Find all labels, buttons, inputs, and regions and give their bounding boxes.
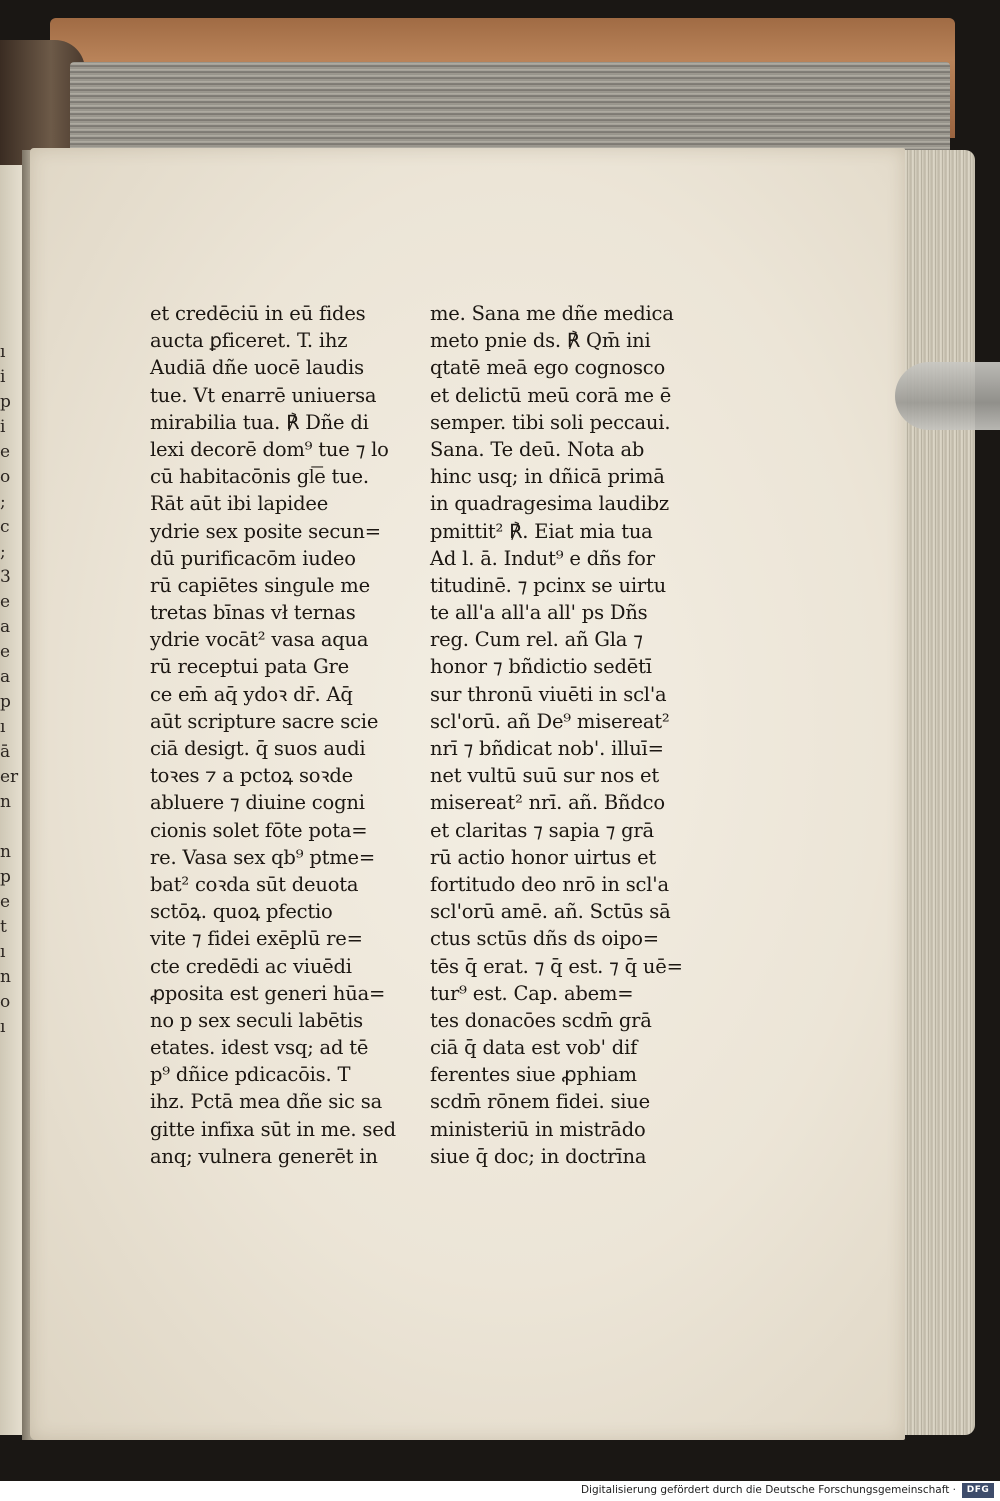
funding-notice: Digitalisierung gefördert durch die Deutsche Forschungsgemeinschaft · xyxy=(580,1484,956,1496)
bookmark-tab xyxy=(895,362,1000,430)
right-column-line: reg. Cum rel. añ Gla ⁊ xyxy=(430,628,643,652)
left-column-line: rū capiētes singule me xyxy=(150,573,370,597)
right-column-line: scl'orū amē. añ. Sctūs sā xyxy=(430,900,671,924)
left-column-line: aucta ꝑficeret. T. ihz xyxy=(150,329,348,353)
right-column-line: me. Sana me dñe medica xyxy=(430,302,674,325)
right-column-line: tur⁹ est. Cap. abem= xyxy=(430,981,634,1005)
left-column-line: no p sex seculi labētis xyxy=(150,1008,363,1032)
right-column-line: titudinē. ⁊ pcinx se uirtu xyxy=(430,573,667,597)
left-column-line: bat² coꝛda sūt deuota xyxy=(150,872,359,896)
text-column-right xyxy=(430,300,683,1170)
right-column-line: misereat² nrī. añ. Bñdco xyxy=(430,791,665,815)
left-column-line: ꝓposita est generi hūa= xyxy=(150,981,386,1005)
left-column-line: etates. idest vsq; ad tē xyxy=(150,1036,369,1060)
left-column-line: anq; vulnera generēt in xyxy=(150,1144,378,1168)
right-column-line: in quadragesima laudibz xyxy=(430,492,669,516)
text-column-left xyxy=(150,300,400,1170)
left-column-line: tue. Vt enarrē uniuersa xyxy=(150,383,377,407)
right-column-line: ferentes siue ꝓphiam xyxy=(430,1063,637,1087)
right-column-line: rū actio honor uirtus et xyxy=(430,845,657,869)
right-column-line: meto pnie ds. ℟ Qm̄ ini xyxy=(430,329,651,353)
right-column-line: honor ⁊ bñdictio sedētī xyxy=(430,655,652,679)
left-column-line: sctōꝝ. quoꝝ pfectio xyxy=(150,900,333,924)
right-column-line: sur thronū viuēti in scl'a xyxy=(430,682,667,706)
left-column-line: aūt scripture sacre scie xyxy=(150,709,379,733)
left-column-line: rū receptui pata Gre xyxy=(150,655,349,679)
left-column-line: ydrie sex posite secun= xyxy=(150,519,381,543)
right-column-line: tes donacōes scdm̄ grā xyxy=(430,1008,652,1032)
left-column-line: ihz. Pctā mea dñe sic sa xyxy=(150,1090,382,1114)
left-column-line: mirabilia tua. ℟ Dñe di xyxy=(150,410,369,434)
dfg-logo: DFG xyxy=(962,1483,994,1498)
left-column-line: re. Vasa sex qb⁹ ptme= xyxy=(150,845,376,869)
right-column-line: net vultū suū sur nos et xyxy=(430,764,660,788)
right-column-line: fortitudo deo nrō in scl'a xyxy=(430,872,669,896)
right-column-line: et claritas ⁊ sapia ⁊ grā xyxy=(430,818,654,842)
left-column-line: lexi decorē dom⁹ tue ⁊ lo xyxy=(150,437,389,461)
right-column-line: ctus sctūs dñs ds oipo= xyxy=(430,927,659,951)
right-column-line: tēs q̄ erat. ⁊ q̄ est. ⁊ q̄ uē= xyxy=(430,954,683,978)
right-column-line: scl'orū. añ De⁹ misereat² xyxy=(430,709,670,733)
left-column-line: ce em̄ aq̄ ydoꝛ dr̄. Aq̄ xyxy=(150,682,353,706)
left-column-line: Audiā dñe uocē laudis xyxy=(150,356,364,380)
right-column-line: Ad l. ā. Indut⁹ e dñs for xyxy=(430,546,655,570)
right-column-line: scdm̄ rōnem fidei. siue xyxy=(430,1090,651,1114)
page-block-top-edge xyxy=(70,62,950,157)
right-column-line: hinc usq; in dñicā primā xyxy=(430,465,665,489)
facing-page-margin-text: ı i p i e o ; c ; 3 e a e a p ı ā er n n p e t ı n o ı xyxy=(0,342,19,1037)
left-column-line: cte credēdi ac viuēdi xyxy=(150,954,352,978)
left-column-line: cionis solet fōte pota= xyxy=(150,818,368,842)
right-column-line: ciā q̄ data est vob' dif xyxy=(430,1036,638,1060)
left-column-line: gitte infixa sūt in me. sed xyxy=(150,1117,396,1141)
left-column-line: Rāt aūt ibi lapidee xyxy=(150,492,329,516)
left-column-line: et credēciū in eū fides xyxy=(150,302,366,325)
left-column-line: dū purificacōm iudeo xyxy=(150,546,356,570)
left-column-line: abluere ⁊ diuine cogni xyxy=(150,791,365,815)
left-column-line: toꝛes ⁊ a pctoꝝ soꝛde xyxy=(150,764,354,788)
left-column-line: cū habitacōnis gl͞e tue. xyxy=(150,465,369,489)
left-column-line: ydrie vocāt² vasa aqua xyxy=(150,628,369,652)
right-column-line: ministeriū in mistrādo xyxy=(430,1117,646,1141)
right-column-line: qtatē meā ego cognosco xyxy=(430,356,666,380)
right-column-line: siue q̄ doc; in doctrīna xyxy=(430,1144,647,1168)
right-column-line: semper. tibi soli peccaui. xyxy=(430,410,671,434)
right-column-line: te all'a all'a all' ps Dñs xyxy=(430,601,648,625)
right-column-line: Sana. Te deū. Nota ab xyxy=(430,437,645,461)
left-column-line: tretas bīnas vł ternas xyxy=(150,601,356,625)
left-column-line: ciā desigt. q̄ suos audi xyxy=(150,737,366,760)
left-column-line: p⁹ dñice pdicacōis. T xyxy=(150,1063,351,1087)
right-column-line: nrī ⁊ bñdicat nob'. illuī= xyxy=(430,737,664,760)
left-column-line: vite ⁊ fidei exēplū re= xyxy=(150,927,363,951)
right-column-line: et delictū meū corā me ē xyxy=(430,383,672,407)
right-column-line: pmittit² ℟. Eiat mia tua xyxy=(430,519,653,543)
